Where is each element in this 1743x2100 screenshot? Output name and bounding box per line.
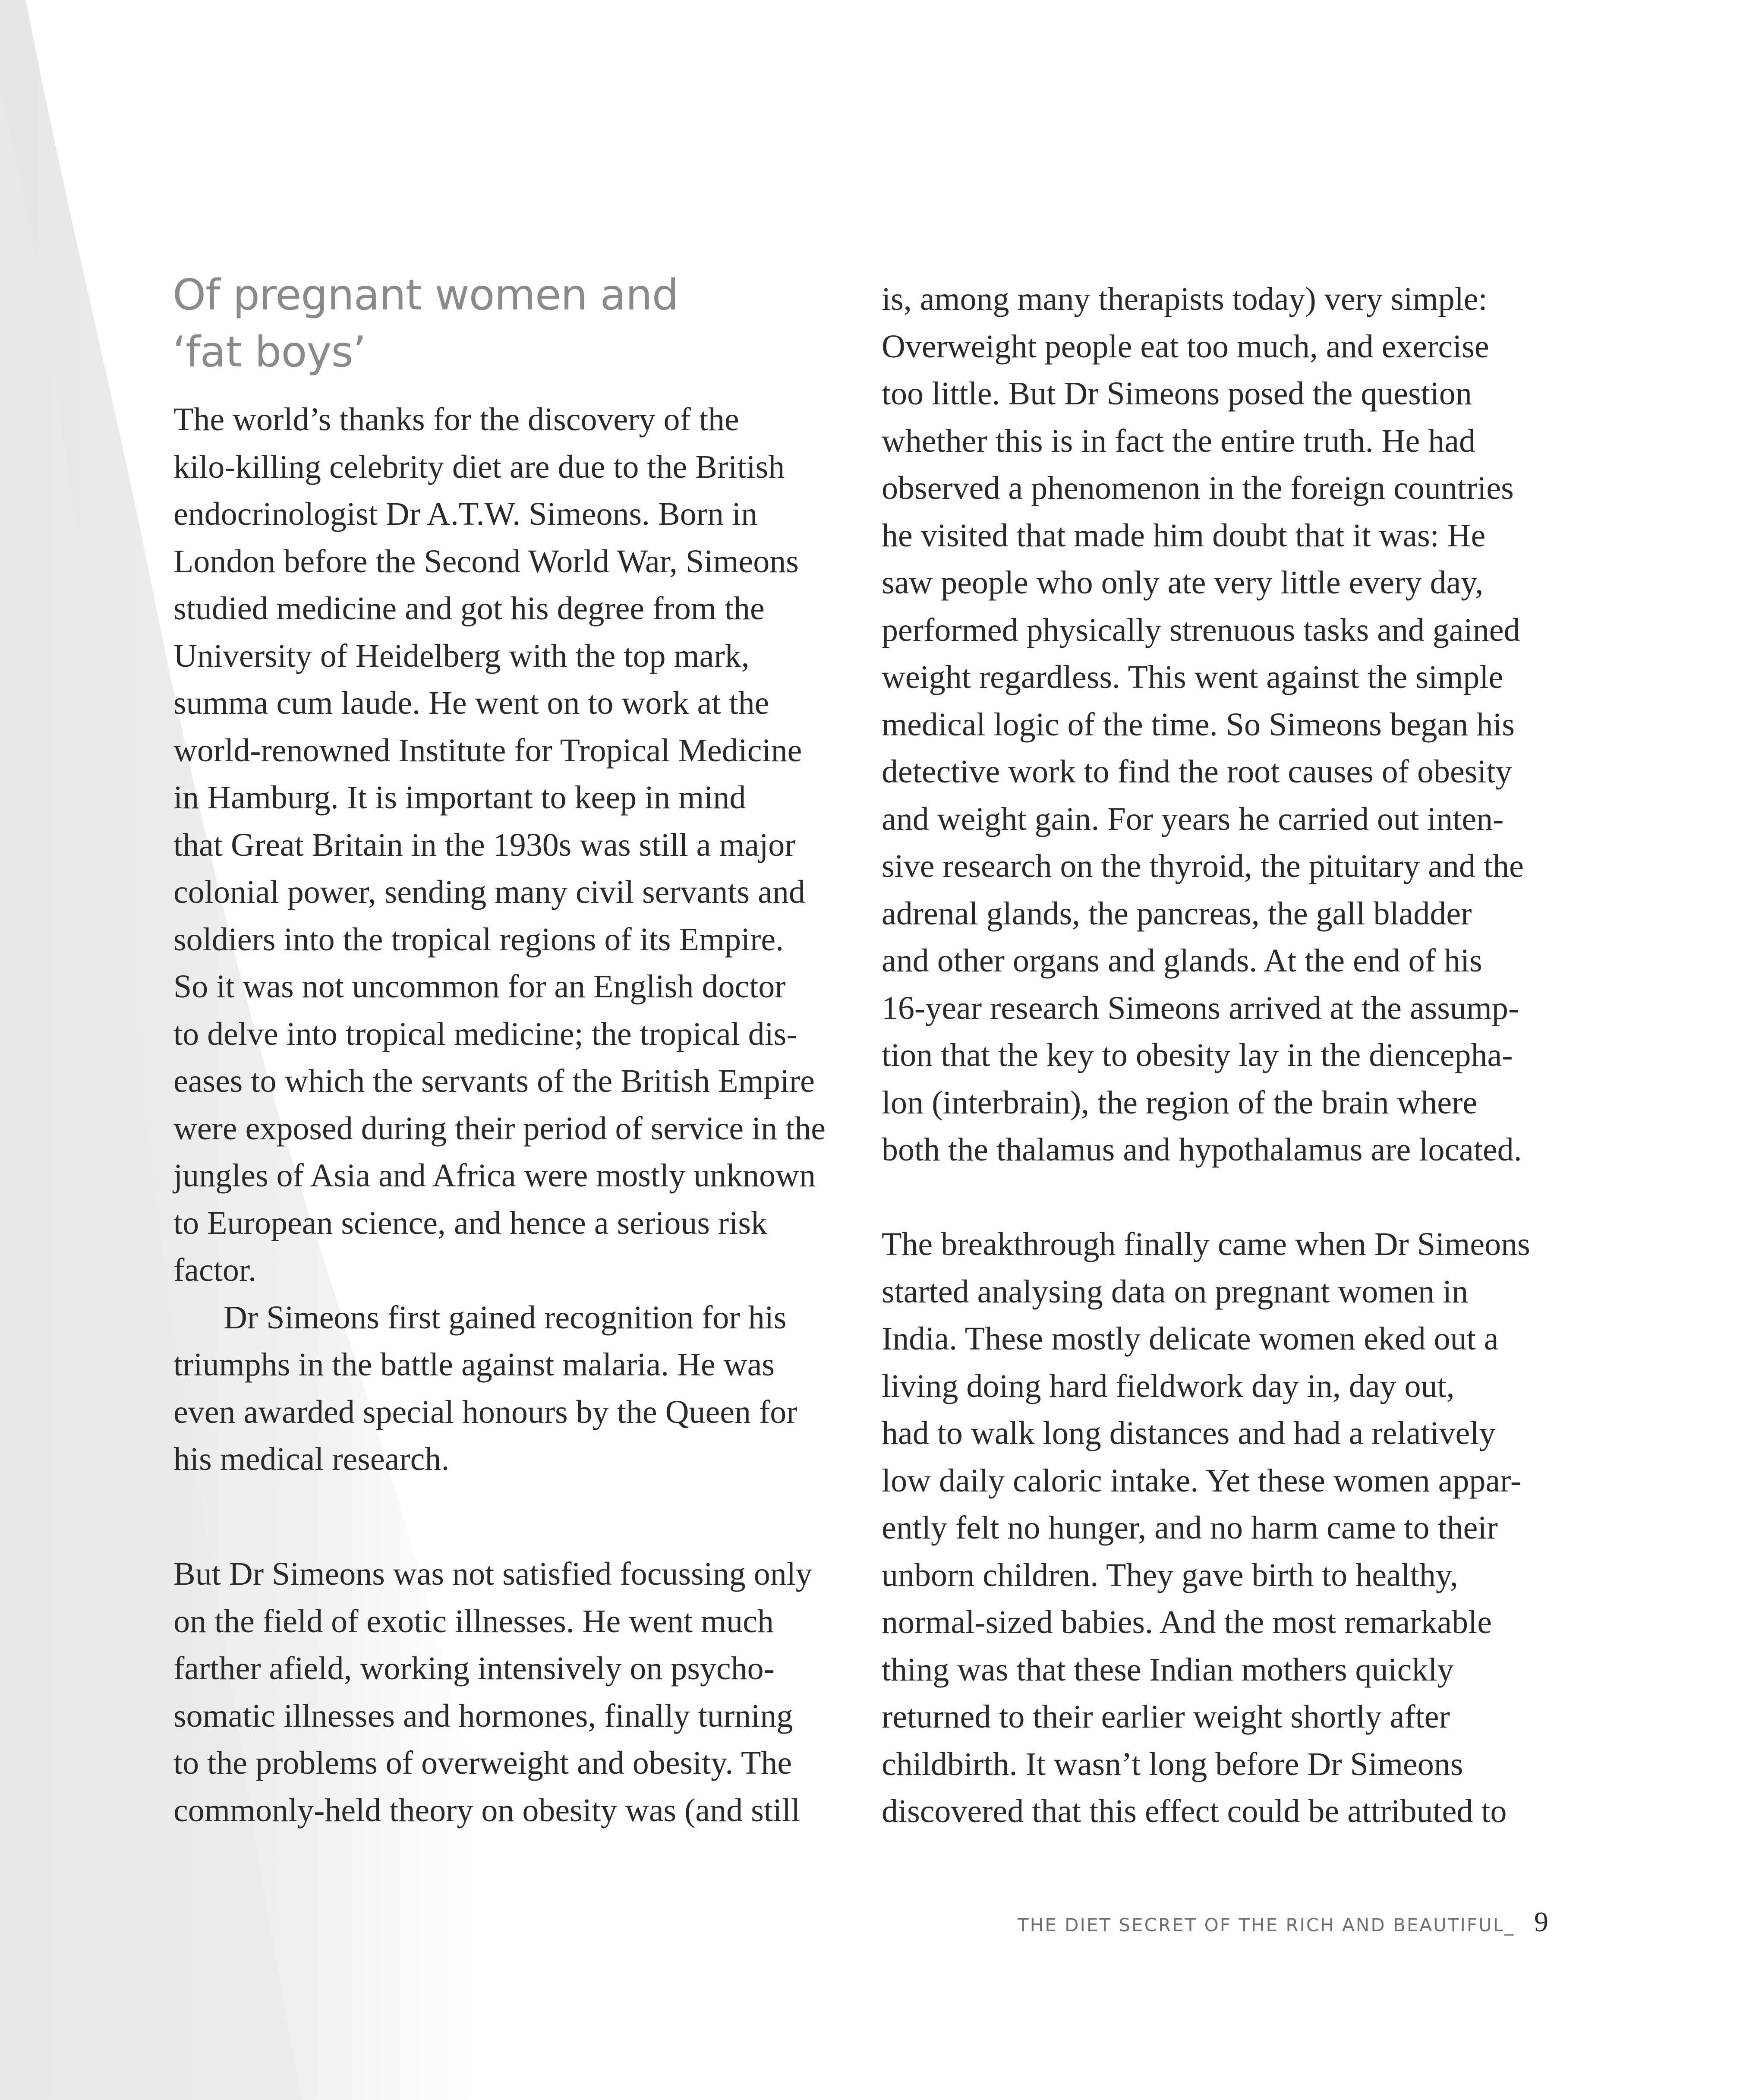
right-line-27: unborn children. They gave birth to healthy,	[882, 1557, 1458, 1593]
left-line-29: commonly-held theory on obesity was (and still	[173, 1792, 801, 1829]
right-line-5: observed a phenomenon in the foreign countries	[882, 470, 1514, 506]
left-line-20: Dr Simeons first gained recognition for his	[224, 1299, 787, 1336]
left-line-22: even awarded special honours by the Queen for	[173, 1394, 797, 1430]
right-line-20: The breakthrough finally came when Dr Simeons	[882, 1226, 1530, 1262]
right-line-25: low daily caloric intake. Yet these women appar-	[882, 1462, 1522, 1499]
left-line-2: kilo-killing celebrity diet are due to the British	[173, 448, 785, 485]
right-line-1: is, among many therapists today) very simple:	[882, 281, 1488, 317]
left-line-3: endocrinologist Dr A.T.W. Simeons. Born in	[173, 496, 758, 532]
right-line-17: tion that the key to obesity lay in the diencepha-	[882, 1037, 1513, 1073]
right-line-3: too little. But Dr Simeons posed the question	[882, 375, 1472, 412]
left-line-9: in Hamburg. It is important to keep in mind	[173, 779, 746, 816]
right-line-6: he visited that made him doubt that it was: He	[882, 517, 1486, 554]
left-line-14: to delve into tropical medicine; the tropical dis-	[173, 1015, 797, 1052]
right-line-21: started analysing data on pregnant women in	[882, 1273, 1469, 1310]
left-line-25: on the field of exotic illnesses. He went much	[173, 1603, 774, 1640]
left-line-15: eases to which the servants of the British Empire	[173, 1063, 815, 1099]
left-line-10: that Great Britain in the 1930s was still a major	[173, 826, 796, 863]
left-line-13: So it was not uncommon for an English doctor	[173, 968, 786, 1005]
right-line-2: Overweight people eat too much, and exercise	[882, 328, 1489, 365]
left-line-16: were exposed during their period of service in the	[173, 1110, 826, 1147]
heading-line-1: Of pregnant women and	[173, 271, 678, 320]
right-line-22: India. These mostly delicate women eked out a	[882, 1321, 1499, 1357]
right-line-12: and weight gain. For years he carried out inten-	[882, 801, 1504, 837]
right-line-10: medical logic of the time. So Simeons began his	[882, 706, 1515, 743]
left-line-23: his medical research.	[173, 1441, 450, 1477]
left-line-28: to the problems of overweight and obesity. The	[173, 1745, 792, 1781]
right-line-23: living doing hard fieldwork day in, day out,	[882, 1368, 1455, 1404]
left-line-18: to European science, and hence a serious risk	[173, 1205, 767, 1241]
left-line-1: The world’s thanks for the discovery of the	[173, 401, 739, 438]
right-line-13: sive research on the thyroid, the pituitary and the	[882, 848, 1524, 884]
right-line-8: performed physically strenuous tasks and gained	[882, 612, 1520, 648]
running-footer-title: THE DIET SECRET OF THE RICH AND BEAUTIFUL_	[1018, 1914, 1515, 1936]
left-line-4: London before the Second World War, Simeons	[173, 543, 799, 580]
right-line-16: 16-year research Simeons arrived at the assump-	[882, 990, 1519, 1026]
right-line-4: whether this is in fact the entire truth. He had	[882, 423, 1476, 459]
right-line-24: had to walk long distances and had a relatively	[882, 1415, 1496, 1451]
right-line-15: and other organs and glands. At the end of his	[882, 943, 1482, 979]
left-line-21: triumphs in the battle against malaria. He was	[173, 1346, 775, 1383]
page-number: 9	[1534, 1906, 1548, 1938]
right-line-9: weight regardless. This went against the simple	[882, 659, 1503, 695]
left-line-12: soldiers into the tropical regions of its Empire.	[173, 921, 784, 958]
right-line-7: saw people who only ate very little every day,	[882, 564, 1484, 601]
left-line-26: farther afield, working intensively on psycho-	[173, 1650, 775, 1687]
left-line-11: colonial power, sending many civil servants and	[173, 874, 805, 910]
right-line-11: detective work to find the root causes of obesity	[882, 754, 1512, 790]
left-line-8: world-renowned Institute for Tropical Medicine	[173, 732, 802, 769]
right-line-29: thing was that these Indian mothers quickly	[882, 1651, 1454, 1688]
article-heading	[173, 267, 846, 381]
left-line-5: studied medicine and got his degree from the	[173, 590, 765, 627]
left-line-24: But Dr Simeons was not satisfied focussing only	[173, 1556, 812, 1592]
right-line-30: returned to their earlier weight shortly after	[882, 1699, 1450, 1735]
right-line-19: both the thalamus and hypothalamus are located.	[882, 1132, 1522, 1168]
left-line-17: jungles of Asia and Africa were mostly unknown	[173, 1157, 816, 1194]
right-line-31: childbirth. It wasn’t long before Dr Simeons	[882, 1746, 1463, 1782]
left-line-19: factor.	[173, 1252, 257, 1288]
right-line-32: discovered that this effect could be attributed to	[882, 1793, 1507, 1829]
right-line-14: adrenal glands, the pancreas, the gall bladder	[882, 895, 1472, 932]
left-line-27: somatic illnesses and hormones, finally turning	[173, 1697, 793, 1734]
right-line-28: normal-sized babies. And the most remarkable	[882, 1604, 1492, 1640]
heading-line-2: ‘fat boys’	[173, 328, 366, 377]
left-line-7: summa cum laude. He went on to work at the	[173, 685, 769, 721]
left-line-6: University of Heidelberg with the top mark,	[173, 637, 750, 674]
right-line-18: lon (interbrain), the region of the brain where	[882, 1084, 1478, 1121]
right-line-26: ently felt no hunger, and no harm came to their	[882, 1510, 1498, 1546]
